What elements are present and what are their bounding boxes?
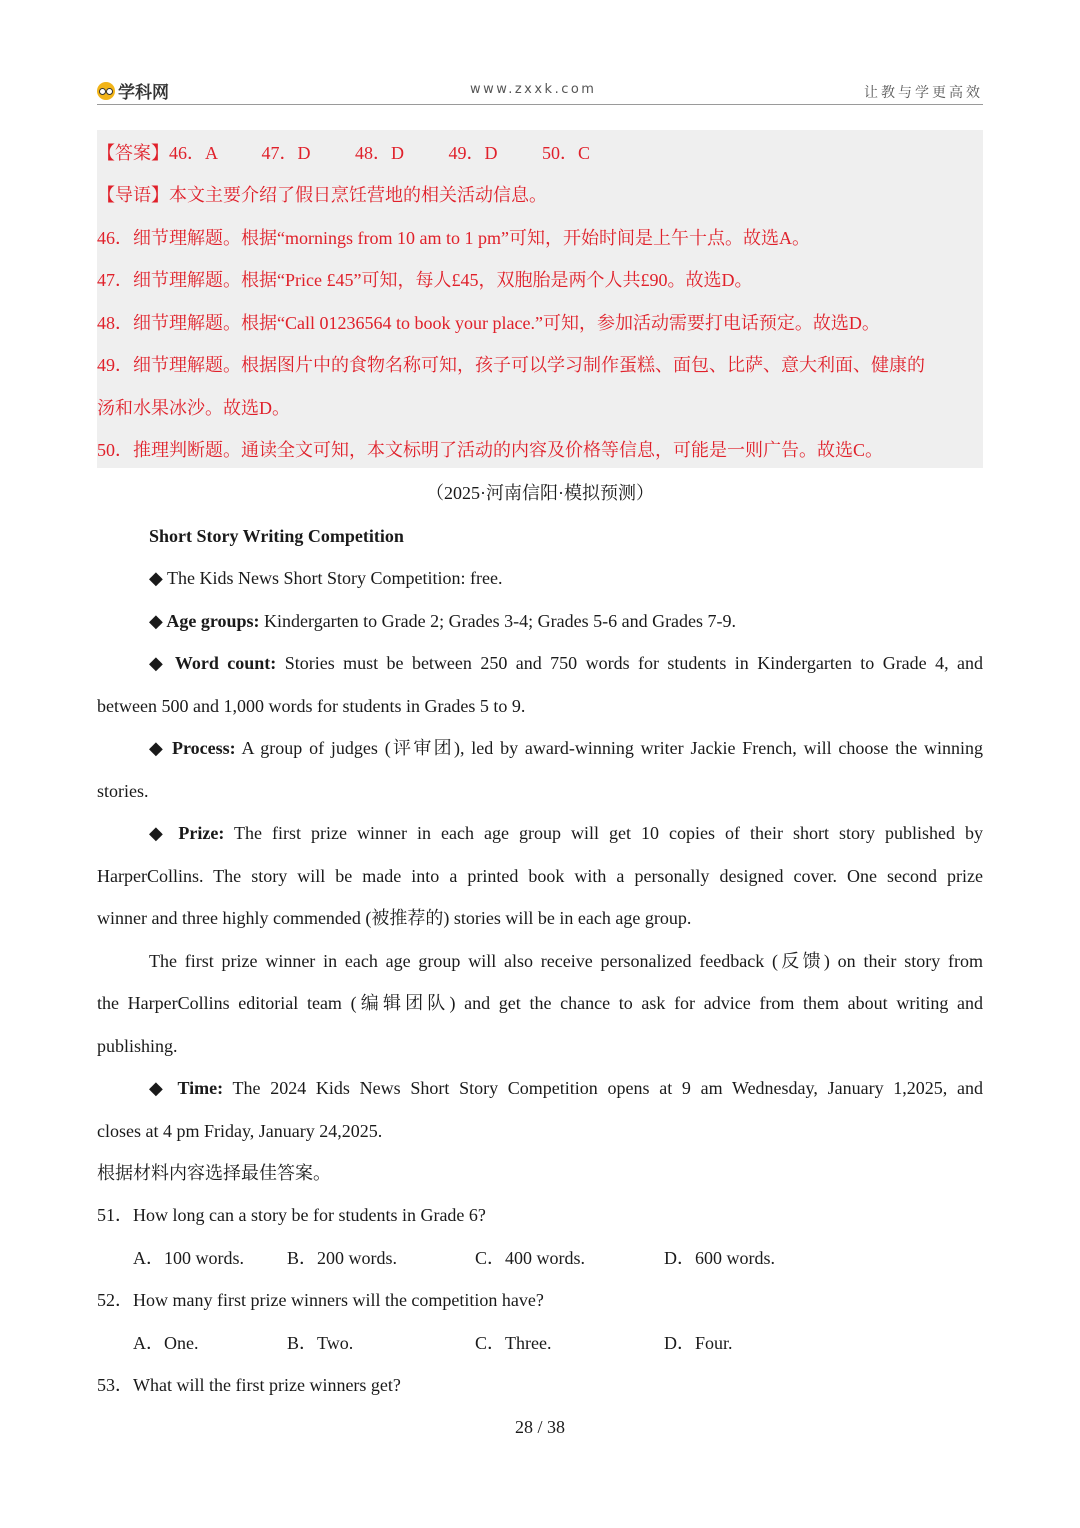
logo-icon xyxy=(97,82,115,100)
page-number: 28 / 38 xyxy=(514,1417,565,1437)
passage-title: Short Story Writing Competition xyxy=(149,526,404,546)
explanation-47: 47．细节理解题。根据“Price £45”可知，每人£45，双胞胎是两个人共£90。故选D。 xyxy=(97,270,753,290)
answer-key-line xyxy=(97,141,983,165)
bullet-text: A group of judges (评审团), led by award-winning writer Jackie French, will choose the winning xyxy=(235,738,984,758)
instruction: 根据材料内容选择最佳答案。 xyxy=(97,1163,331,1183)
answer-intro: 【导语】本文主要介绍了假日烹饪营地的相关活动信息。 xyxy=(97,185,547,205)
answer-option[interactable]: A．100 words. xyxy=(133,1248,244,1268)
site-logo xyxy=(97,78,169,103)
bullet-word-count-cont: between 500 and 1,000 words for students in Grades 5 to 9. xyxy=(97,696,526,716)
paragraph-feedback-cont: the HarperCollins editorial team (编辑团队) and get the chance to ask for advice from them about writing and xyxy=(97,993,983,1013)
bullet-word-count xyxy=(149,651,983,675)
bullet-time-cont: closes at 4 pm Friday, January 24,2025. xyxy=(97,1121,383,1141)
explanation-49: 49．细节理解题。根据图片中的食物名称可知，孩子可以学习制作蛋糕、面包、比萨、意大利面、健康的 xyxy=(97,355,925,375)
answer-key: 47．D xyxy=(261,143,311,163)
explanation-48: 48．细节理解题。根据“Call 01236564 to book your place.”可知，参加活动需要打电话预定。故选D。 xyxy=(97,313,880,333)
bullet-time xyxy=(149,1076,983,1100)
explanation-46: 46．细节理解题。根据“mornings from 10 am to 1 pm”可知，开始时间是上午十点。故选A。 xyxy=(97,228,810,248)
answer-key: 48．D xyxy=(355,143,405,163)
page-header xyxy=(97,74,983,105)
answer-option[interactable]: C．400 words. xyxy=(475,1248,586,1268)
question-stem: 51．How long can a story be for students in Grade 6? xyxy=(97,1205,486,1225)
bullet-label: ◆ Age groups: xyxy=(149,611,260,631)
answer-option[interactable]: B．Two. xyxy=(287,1333,354,1353)
explanation-50: 50．推理判断题。通读全文可知，本文标明了活动的内容及价格等信息，可能是一则广告。故选C。 xyxy=(97,440,884,460)
bullet-text: Kindergarten to Grade 2; Grades 3-4; Grades 5-6 and Grades 7-9. xyxy=(259,611,737,631)
bullet-age-groups xyxy=(149,609,983,633)
bullet-label: ◆ Word count: xyxy=(149,653,277,673)
question-source: （2025·河南信阳·模拟预测） xyxy=(426,483,654,503)
bullet-text: Stories must be between 250 and 750 words for students in Kindergarten to Grade 4, and xyxy=(276,653,983,673)
site-url: www.zxxk.com xyxy=(470,82,597,97)
bullet-prize-cont: HarperCollins. The story will be made into a printed book with a personally designed cover. One second prize xyxy=(97,866,983,886)
answer-option[interactable]: D．600 words. xyxy=(664,1248,775,1268)
answer-option[interactable]: C．Three. xyxy=(475,1333,552,1353)
answer-key: 50．C xyxy=(542,143,591,163)
answer-key: 46．A xyxy=(169,143,218,163)
logo-text: 学科网 xyxy=(118,83,169,103)
explanation-49-cont: 汤和水果冰沙。故选D。 xyxy=(97,398,290,418)
slogan: 让教与学更高效 xyxy=(864,85,983,101)
answer-key-label: 【答案】 xyxy=(97,143,169,163)
bullet-cost: ◆ The Kids News Short Story Competition: free. xyxy=(149,568,503,588)
bullet-prize-cont2: winner and three highly commended (被推荐的) stories will be in each age group. xyxy=(97,908,692,928)
paragraph-feedback: The first prize winner in each age group will also receive personalized feedback (反馈) on their story from xyxy=(149,951,983,971)
bullet-label: ◆ Process: xyxy=(149,738,236,758)
bullet-label: ◆ Prize: xyxy=(149,823,225,843)
question-stem: 53．What will the first prize winners get? xyxy=(97,1375,401,1395)
bullet-text: The 2024 Kids News Short Story Competition opens at 9 am Wednesday, January 1,2025, and xyxy=(223,1078,983,1098)
answer-option[interactable]: A．One. xyxy=(133,1333,199,1353)
answer-key: 49．D xyxy=(448,143,498,163)
answer-option[interactable]: B．200 words. xyxy=(287,1248,398,1268)
answer-option[interactable]: D．Four. xyxy=(664,1333,733,1353)
paragraph-feedback-cont2: publishing. xyxy=(97,1036,178,1056)
bullet-process-cont: stories. xyxy=(97,781,149,801)
bullet-process xyxy=(149,736,983,760)
bullet-prize xyxy=(149,821,983,845)
bullet-label: ◆ Time: xyxy=(149,1078,224,1098)
question-stem: 52．How many first prize winners will the competition have? xyxy=(97,1290,544,1310)
bullet-text: The first prize winner in each age group will get 10 copies of their short story published by xyxy=(224,823,983,843)
